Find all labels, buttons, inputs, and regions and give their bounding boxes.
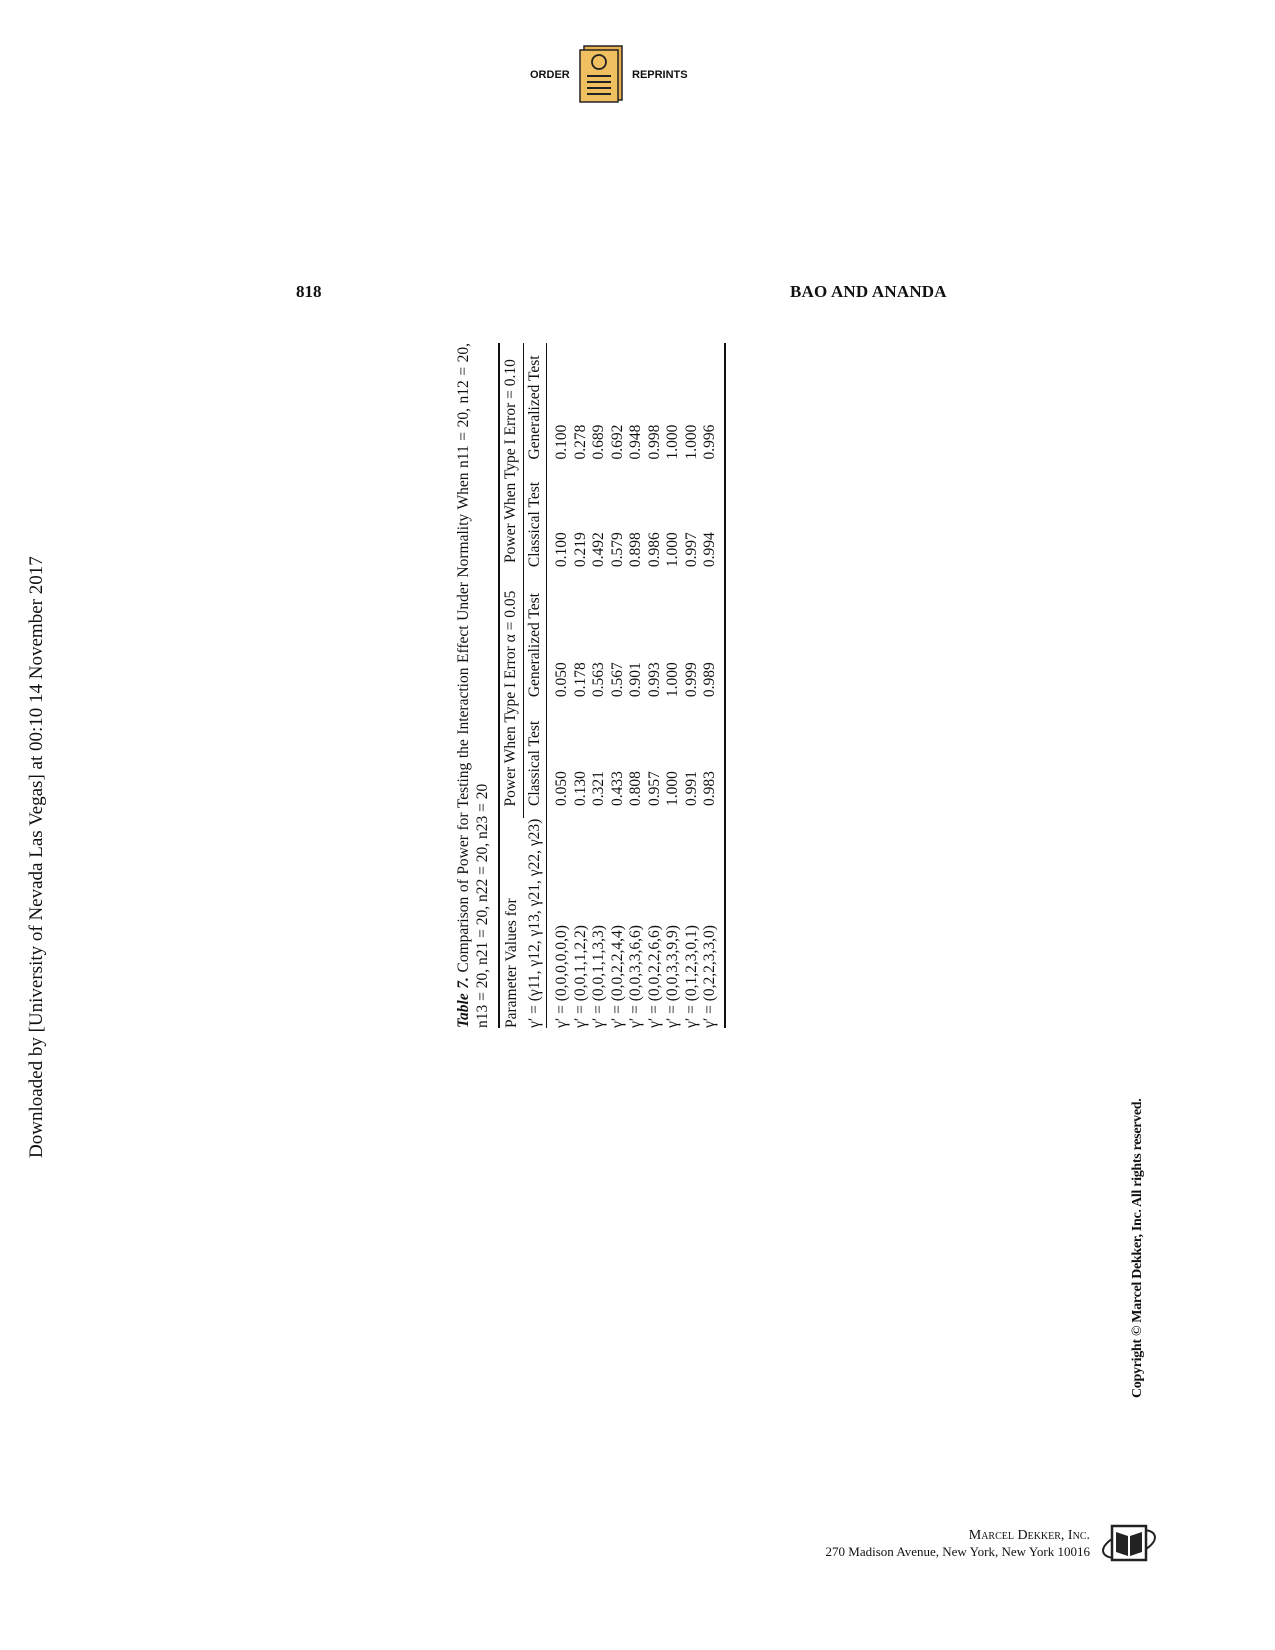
table-row: [627, 343, 646, 1028]
value-cell: 0.898: [627, 532, 644, 568]
value-cell: 0.998: [645, 424, 663, 460]
value-cell: 0.100: [553, 424, 570, 460]
value-cell: 0.492: [590, 532, 607, 568]
copyright-text: Copyright © Marcel Dekker, Inc. All rights reserved.: [1130, 1098, 1145, 1398]
table-label: Table 7.: [455, 977, 472, 1028]
value-cell: 0.130: [571, 771, 589, 806]
value-cell: 0.050: [553, 662, 570, 698]
value-cell: 0.278: [571, 424, 589, 460]
param-header-1: Parameter Values for: [502, 898, 520, 1028]
subheader-generalized-05: Generalized Test: [525, 593, 543, 698]
value-cell: 0.948: [627, 424, 644, 460]
subheader-generalized-10: Generalized Test: [525, 355, 543, 460]
value-cell: 1.000: [664, 771, 681, 806]
param-cell: γ′ = (0,1,2,3,0,1): [682, 925, 700, 1028]
value-cell: 0.808: [627, 771, 644, 806]
value-cell: 0.989: [701, 662, 718, 698]
order-reprints-icon[interactable]: [578, 44, 626, 104]
table-header-row-2: [523, 343, 547, 1028]
value-cell: 0.983: [701, 771, 718, 806]
value-cell: 0.692: [608, 424, 626, 460]
value-cell: 0.219: [571, 532, 589, 568]
subheader-classical-05: Classical Test: [525, 720, 543, 806]
param-cell: γ′ = (0,0,1,1,3,3): [590, 925, 607, 1028]
value-cell: 0.901: [627, 662, 644, 698]
results-table: [498, 343, 726, 1028]
value-cell: 0.178: [571, 662, 589, 698]
value-cell: 0.991: [682, 771, 700, 806]
value-cell: 0.993: [645, 662, 663, 698]
param-cell: γ′ = (0,0,1,1,2,2): [571, 925, 589, 1028]
group-header-05: Power When Type I Error α = 0.05: [499, 579, 523, 818]
order-label[interactable]: ORDER: [530, 69, 570, 81]
download-watermark-text: Downloaded by [University of Nevada Las Vegas] at 00:10 14 November 2017: [26, 556, 47, 1158]
table-row: [701, 343, 725, 1028]
table-caption: [455, 343, 492, 1028]
value-cell: 0.986: [645, 532, 663, 568]
publisher-logo-icon: [1100, 1520, 1158, 1566]
table-header-row-1: [499, 343, 523, 1028]
rotated-table: [455, 343, 726, 1028]
table-row: [609, 343, 628, 1028]
value-cell: 0.579: [608, 532, 626, 568]
subheader-classical-10: Classical Test: [525, 481, 543, 568]
value-cell: 0.689: [590, 424, 607, 460]
publisher-address: 270 Madison Avenue, New York, New York 10016: [825, 1544, 1090, 1559]
value-cell: 0.321: [590, 771, 607, 806]
copyright-notice: [1130, 0, 1160, 1400]
param-cell: γ′ = (0,0,2,2,4,4): [608, 925, 626, 1028]
download-watermark: [0, 0, 47, 1170]
param-cell: γ′ = (0,0,0,0,0,0): [553, 925, 570, 1028]
table-row: [547, 343, 572, 1028]
running-head: BAO AND ANANDA: [790, 282, 947, 301]
value-cell: 0.997: [682, 532, 700, 568]
value-cell: 0.999: [682, 662, 700, 698]
param-cell: γ′ = (0,0,2,2,6,6): [645, 925, 663, 1028]
value-cell: 1.000: [664, 662, 681, 698]
value-cell: 1.000: [664, 532, 681, 568]
param-cell: γ′ = (0,0,3,3,9,9): [664, 925, 681, 1028]
param-cell: γ′ = (0,2,2,3,3,0): [701, 925, 718, 1028]
value-cell: 0.433: [608, 771, 626, 806]
reprints-label[interactable]: REPRINTS: [632, 69, 688, 81]
param-header-2: γ′ = (γ11, γ12, γ13, γ21, γ22, γ23): [525, 818, 543, 1028]
publisher-name: Marcel Dekker, Inc.: [968, 1528, 1090, 1543]
table-row: [664, 343, 683, 1028]
value-cell: 1.000: [682, 424, 700, 460]
value-cell: 0.100: [553, 532, 570, 568]
value-cell: 0.050: [553, 771, 570, 806]
value-cell: 0.957: [645, 771, 663, 806]
page-number: 818: [296, 282, 322, 301]
table-row: [646, 343, 665, 1028]
group-header-10: Power When Type I Error = 0.10: [499, 343, 523, 579]
value-cell: 0.567: [608, 662, 626, 698]
table-caption-text: Comparison of Power for Testing the Interaction Effect Under Normality When n11 = 20, n12 = 20, n13 = 20, n21 = 20, n22 = 20, n23 = 20: [455, 343, 491, 1028]
table-row: [590, 343, 609, 1028]
publisher-block: [826, 1528, 1090, 1560]
value-cell: 1.000: [664, 424, 681, 460]
value-cell: 0.994: [701, 532, 718, 568]
table-row: [683, 343, 702, 1028]
value-cell: 0.996: [701, 424, 718, 460]
value-cell: 0.563: [590, 662, 607, 698]
param-cell: γ′ = (0,0,3,3,6,6): [627, 925, 644, 1028]
table-row: [572, 343, 591, 1028]
